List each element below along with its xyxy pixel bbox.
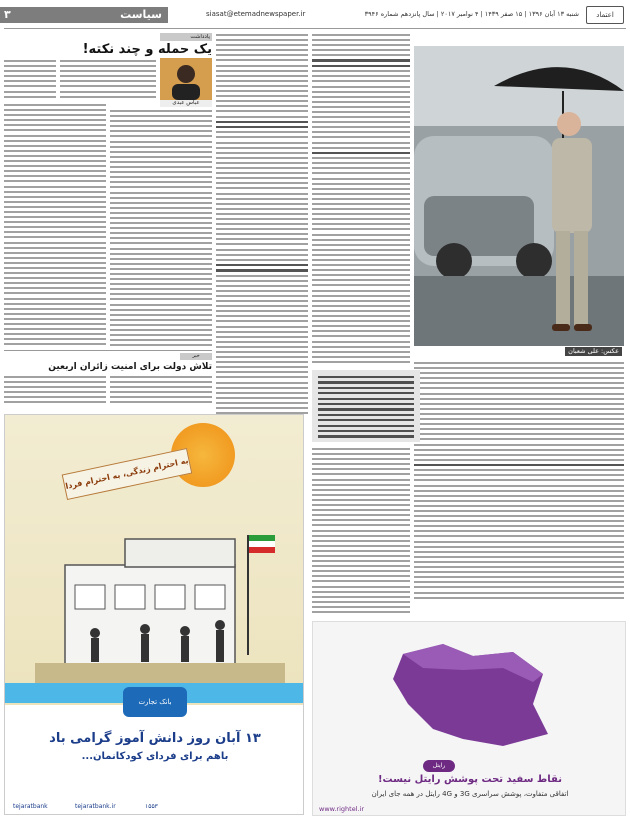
ad-banner: به احترام زندگی، به احترام فردا [62, 448, 193, 500]
article2-tag: خبر [180, 353, 212, 360]
photo-illustration [414, 46, 624, 346]
issue-date-line: شنبه ۱۳ آبان ۱۳۹۶ | ۱۵ صفر ۱۴۳۹ | ۴ نوامبر ۲۰۱۷ | سال پانزدهم شماره ۳۹۴۶ [364, 10, 579, 18]
article-tag: یادداشت [160, 33, 212, 41]
highlight-box [312, 370, 420, 442]
middle-column-text [216, 34, 308, 417]
article2-headline: تلاش دولت برای امنیت زائران اربعین [48, 362, 212, 372]
article2-col-a [4, 376, 106, 407]
main-article-col-c [110, 110, 212, 349]
photo-credit: عکس: علی شعبان [565, 347, 622, 356]
section-bar [0, 7, 168, 23]
ad-right-url[interactable]: www.rightel.ir [319, 805, 365, 813]
article-photo [414, 46, 624, 346]
bank-advertisement[interactable] [4, 414, 304, 815]
article2-col-b [110, 376, 212, 407]
author-portrait-icon [160, 58, 212, 100]
page-header [0, 0, 630, 28]
section-email[interactable]: siasat@etemadnewspaper.ir [206, 10, 306, 18]
ad-right-title: نقاط سفید تحت پوشش رایتل نیست! [377, 774, 563, 785]
author-name: عباس عبدی [160, 100, 212, 107]
instagram-handle[interactable]: tejaratbank [13, 803, 48, 810]
newspaper-logo: اعتماد [586, 6, 624, 24]
main-article-col-b [4, 104, 106, 349]
header-divider [4, 28, 626, 29]
ad-right-subtitle: اتفاقی متفاوت، پوشش سراسری 3G و 4G رایتل در همه جای ایران [371, 790, 569, 798]
lower-middle-text [312, 448, 410, 616]
right-column-text [414, 362, 624, 602]
main-article-lead [60, 60, 156, 101]
iran-map-icon [383, 634, 553, 754]
photo-caption-bar [414, 347, 624, 357]
telecom-advertisement[interactable] [312, 621, 626, 816]
main-headline: یک حمله و چند نکته! [82, 42, 212, 57]
phone-number: ۱۵۵۳ [145, 803, 158, 810]
article-divider [4, 350, 212, 351]
website-link[interactable]: tejaratbank.ir [75, 803, 116, 810]
telecom-logo: رایتل [423, 760, 455, 772]
section-title: سیاست [120, 8, 162, 21]
bank-logo: بانک تجارت [123, 687, 187, 717]
main-article-col-a [4, 60, 56, 101]
ad-title: ۱۳ آبان روز دانش آموز گرامی باد [49, 731, 261, 746]
school-illustration [35, 525, 285, 685]
page-number: ۳ [4, 8, 11, 21]
author-photo [160, 58, 212, 100]
middle-right-column-text [312, 34, 410, 366]
ad-subtitle: باهم برای فردای کودکانمان... [81, 751, 229, 762]
